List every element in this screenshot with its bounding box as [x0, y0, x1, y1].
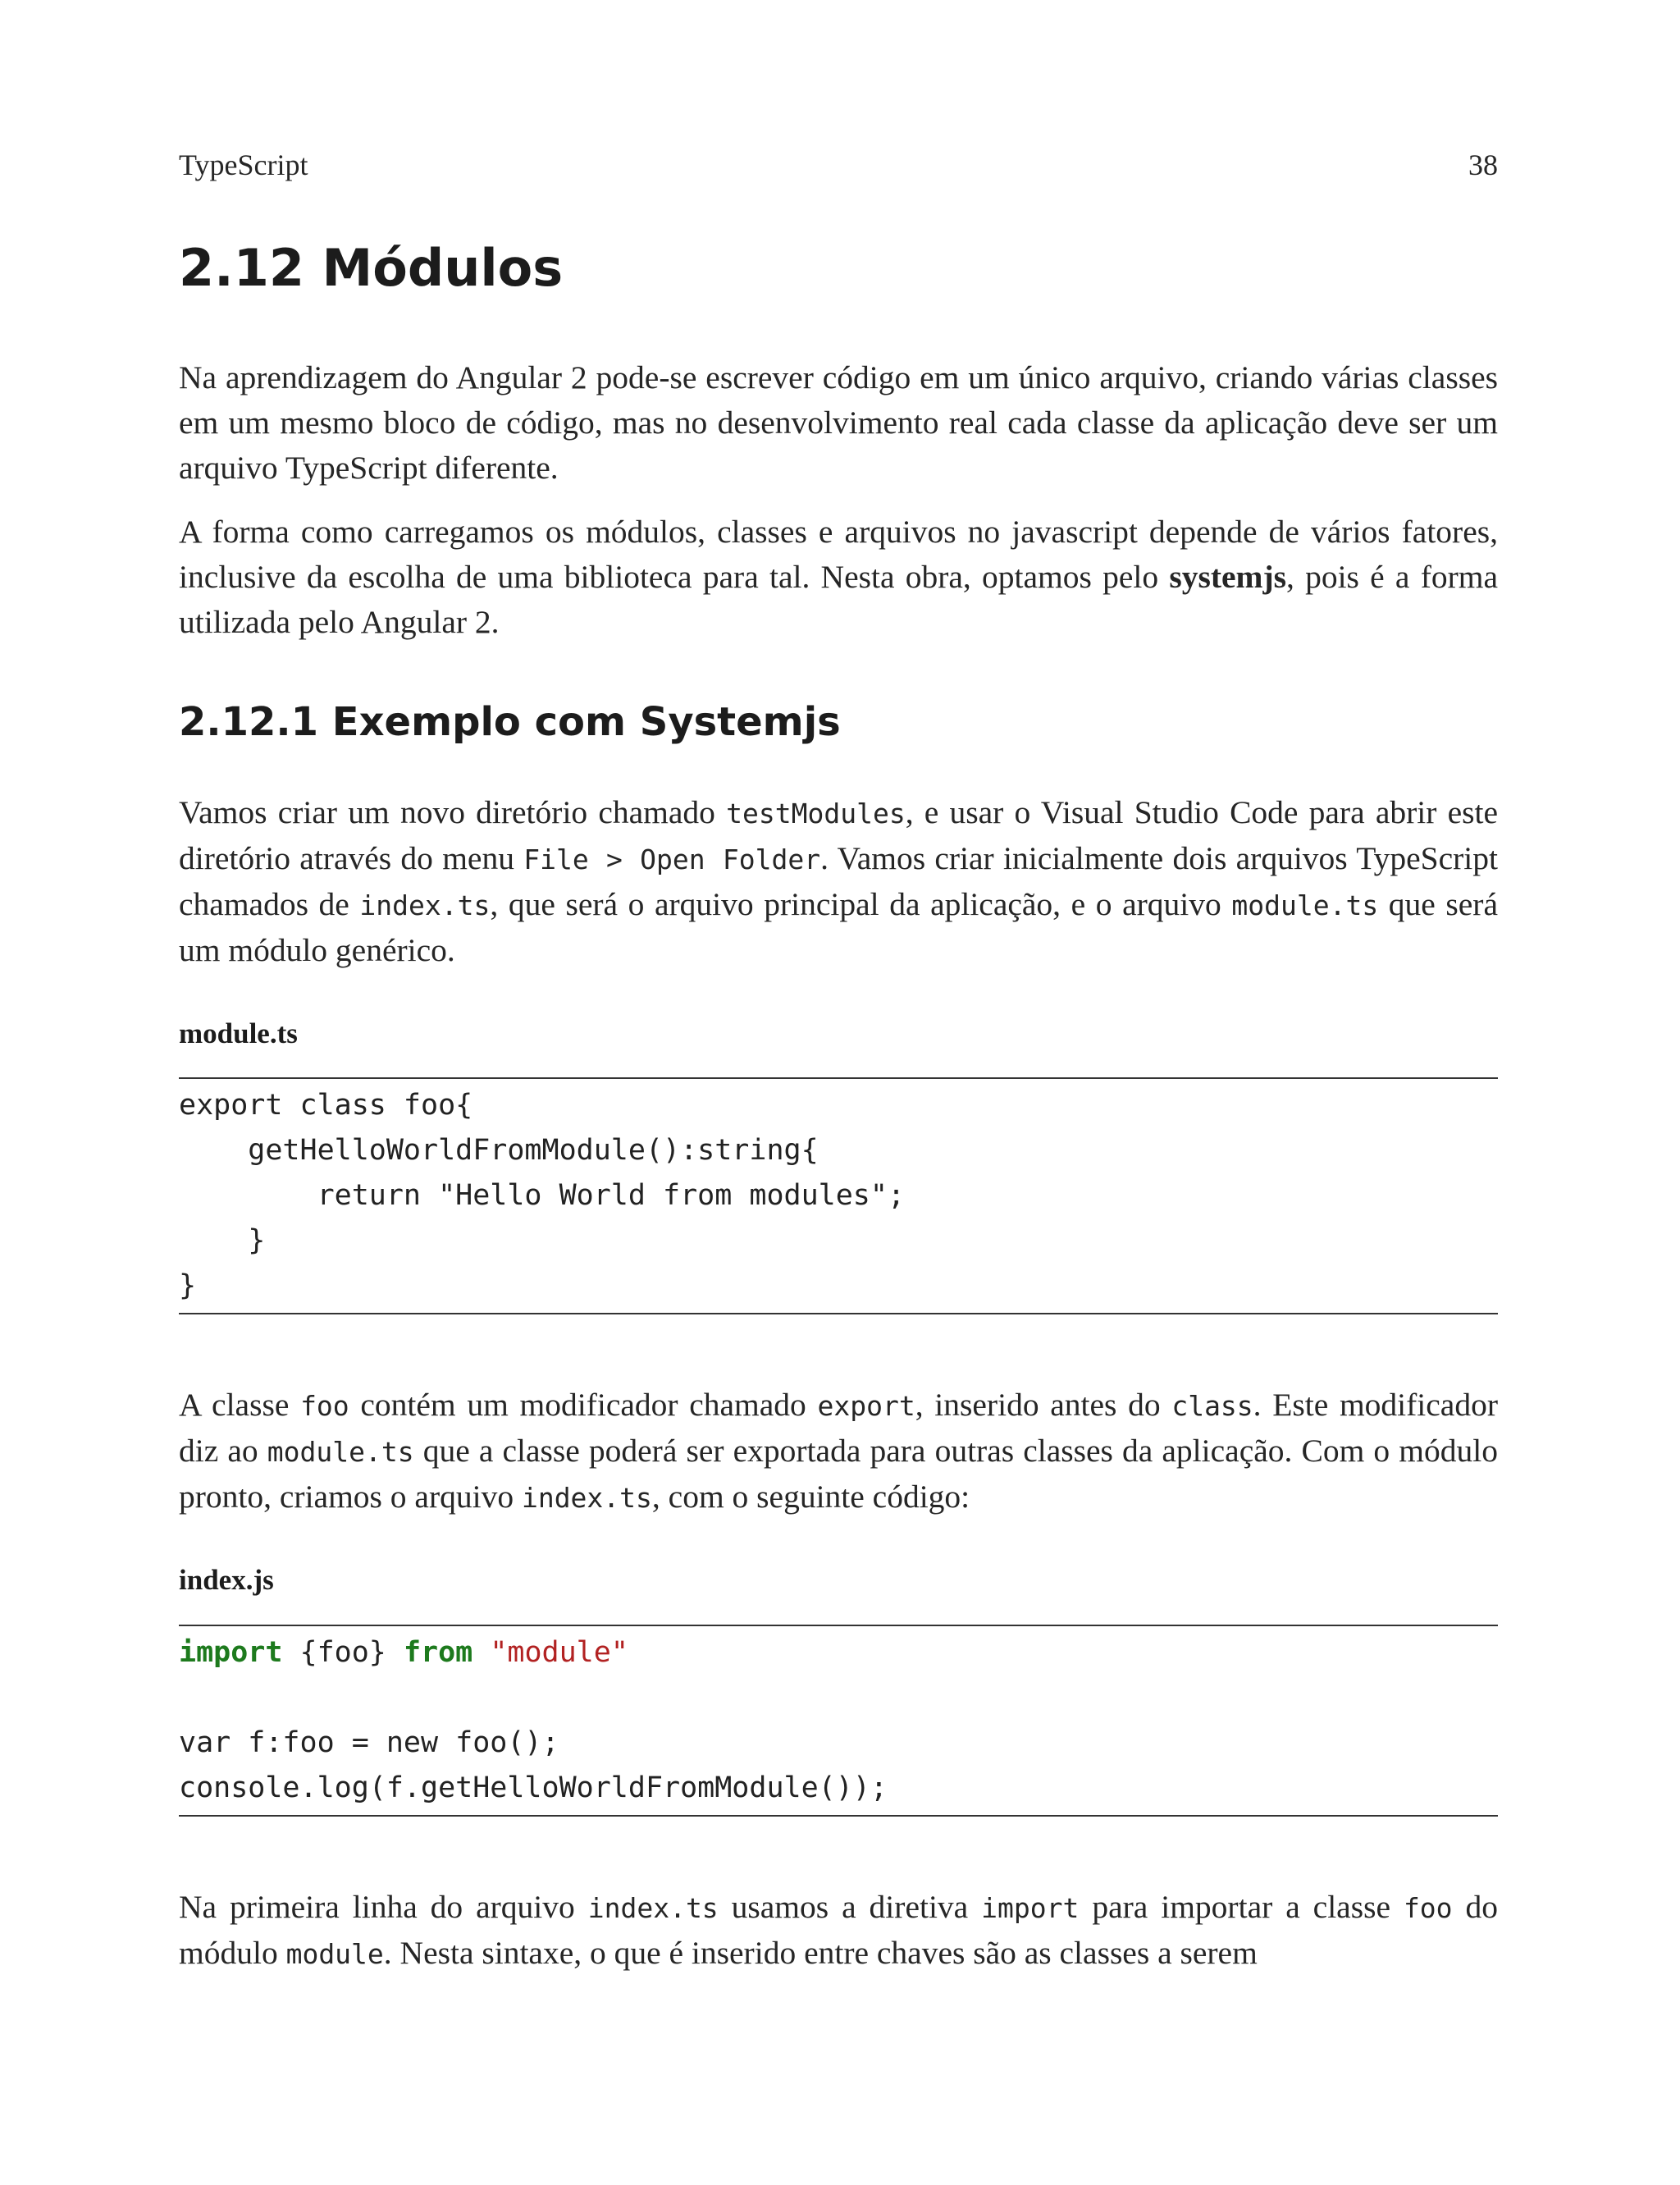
code-line: import {foo} from "module" [179, 1636, 628, 1669]
page-number: 38 [1468, 149, 1498, 181]
code-line: } [179, 1224, 266, 1257]
code-line: return "Hello World from modules"; [179, 1179, 906, 1212]
section-title: 2.12 Módulos [179, 238, 564, 298]
code-line-blank [179, 1675, 1498, 1721]
running-title: TypeScript [179, 149, 308, 181]
listing-1-code [179, 1077, 1498, 1314]
intro-paragraph-2: A forma como carregamos os módulos, classes e arquivos no javascript depende de vários fatores, inclusive da escolha de uma biblioteca para tal. Nesta obra, optamos pelo systemjs, pois é a forma utilizada pelo Angular 2. [179, 514, 1499, 640]
code-line: } [179, 1269, 197, 1302]
systemjs-term: systemjs [1169, 559, 1286, 595]
running-header [179, 148, 1498, 182]
listing-2-caption: index.js [179, 1564, 274, 1596]
code-line: getHelloWorldFromModule():string{ [179, 1134, 819, 1167]
paragraph-export-explanation: A classe foo contém um modificador chamado export, inserido antes do class. Este modificador diz ao module.ts que a classe poderá ser exportada para outras classes da aplicação. Com o módulo pronto, criamos o arquivo index.ts, com o seguinte código: [179, 1387, 1498, 1515]
subsection-title: 2.12.1 Exemplo com Systemjs [179, 699, 841, 745]
code-line: console.log(f.getHelloWorldFromModule()); [179, 1771, 888, 1804]
code-line: var f:foo = new foo(); [179, 1726, 559, 1759]
paragraph-import-explanation: Na primeira linha do arquivo index.ts usamos a diretiva import para importar a classe foo do módulo module. Nesta sintaxe, o que é inserido entre chaves são as classes a serem [179, 1889, 1498, 1971]
listing-2-code [179, 1625, 1498, 1817]
paragraph-create-files: Vamos criar um novo diretório chamado testModules, e usar o Visual Studio Code para abrir este diretório através do menu File > Open Folder. Vamos criar inicialmente dois arquivos TypeScript chamados de index.ts, que será o arquivo principal da aplicação, e o arquivo module.ts que será um módulo genérico. [179, 794, 1498, 968]
code-line: export class foo{ [179, 1089, 473, 1122]
listing-1-caption: module.ts [179, 1017, 298, 1049]
intro-paragraph-1: Na aprendizagem do Angular 2 pode-se escrever código em um único arquivo, criando várias classes em um mesmo bloco de código, mas no desenvolvimento real cada classe da aplicação deve ser um arquivo TypeScript diferente. [179, 359, 1498, 486]
